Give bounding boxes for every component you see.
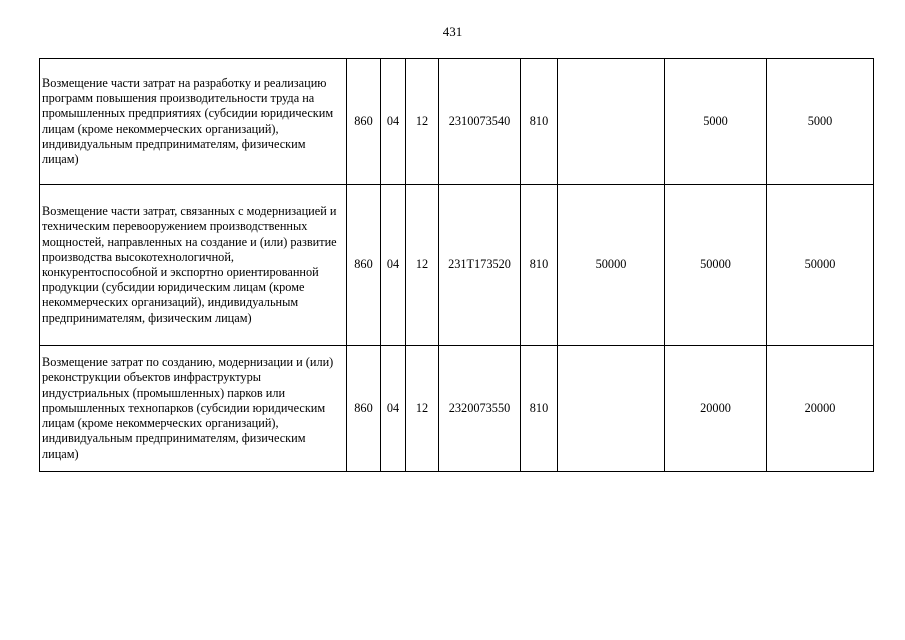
page-number: 431 xyxy=(442,24,463,39)
table-row xyxy=(40,59,874,185)
amount-year-3: 50000 xyxy=(767,185,874,346)
subsection-code: 12 xyxy=(406,59,439,185)
target-article-code: 2320073550 xyxy=(439,346,521,472)
row-description: Возмещение части затрат на разработку и реализацию программ повышения производительности труда на промышленных предприятиях (субсидии юридическим лицам (кроме некоммерческих организаций), индивидуальным предпринимателям, физическим лицам) xyxy=(40,59,347,185)
section-code: 04 xyxy=(381,59,406,185)
expense-type-code: 810 xyxy=(521,346,558,472)
row-description: Возмещение затрат по созданию, модернизации и (или) реконструкции объектов инфраструктуры индустриальных (промышленных) парков или промышленных технопарков (субсидии юридическим лицам (кроме некоммерческих организаций), индивидуальным предпринимателям, физическим лицам) xyxy=(40,346,347,472)
ministry-code: 860 xyxy=(347,59,381,185)
section-code: 04 xyxy=(381,346,406,472)
amount-year-2: 50000 xyxy=(665,185,767,346)
amount-year-3: 5000 xyxy=(767,59,874,185)
ministry-code: 860 xyxy=(347,346,381,472)
table-row xyxy=(40,346,874,472)
target-article-code: 231T173520 xyxy=(439,185,521,346)
target-article-code: 2310073540 xyxy=(439,59,521,185)
row-description: Возмещение части затрат, связанных с модернизацией и техническим перевооружением производственных мощностей, направленных на создание и (или) развитие производства высокотехнологичной, конкурентоспособной и экспортно ориентированной продукции (субсидии юридическим лицам (кроме некоммерческих организаций), индивидуальным предпринимателям, физическим лицам) xyxy=(40,185,347,346)
amount-year-1: 50000 xyxy=(558,185,665,346)
ministry-code: 860 xyxy=(347,185,381,346)
section-code: 04 xyxy=(381,185,406,346)
amount-year-1 xyxy=(558,346,665,472)
subsection-code: 12 xyxy=(406,185,439,346)
expense-type-code: 810 xyxy=(521,59,558,185)
amount-year-2: 20000 xyxy=(665,346,767,472)
budget-table xyxy=(39,58,874,472)
amount-year-1 xyxy=(558,59,665,185)
table-row xyxy=(40,185,874,346)
amount-year-3: 20000 xyxy=(767,346,874,472)
subsection-code: 12 xyxy=(406,346,439,472)
amount-year-2: 5000 xyxy=(665,59,767,185)
expense-type-code: 810 xyxy=(521,185,558,346)
